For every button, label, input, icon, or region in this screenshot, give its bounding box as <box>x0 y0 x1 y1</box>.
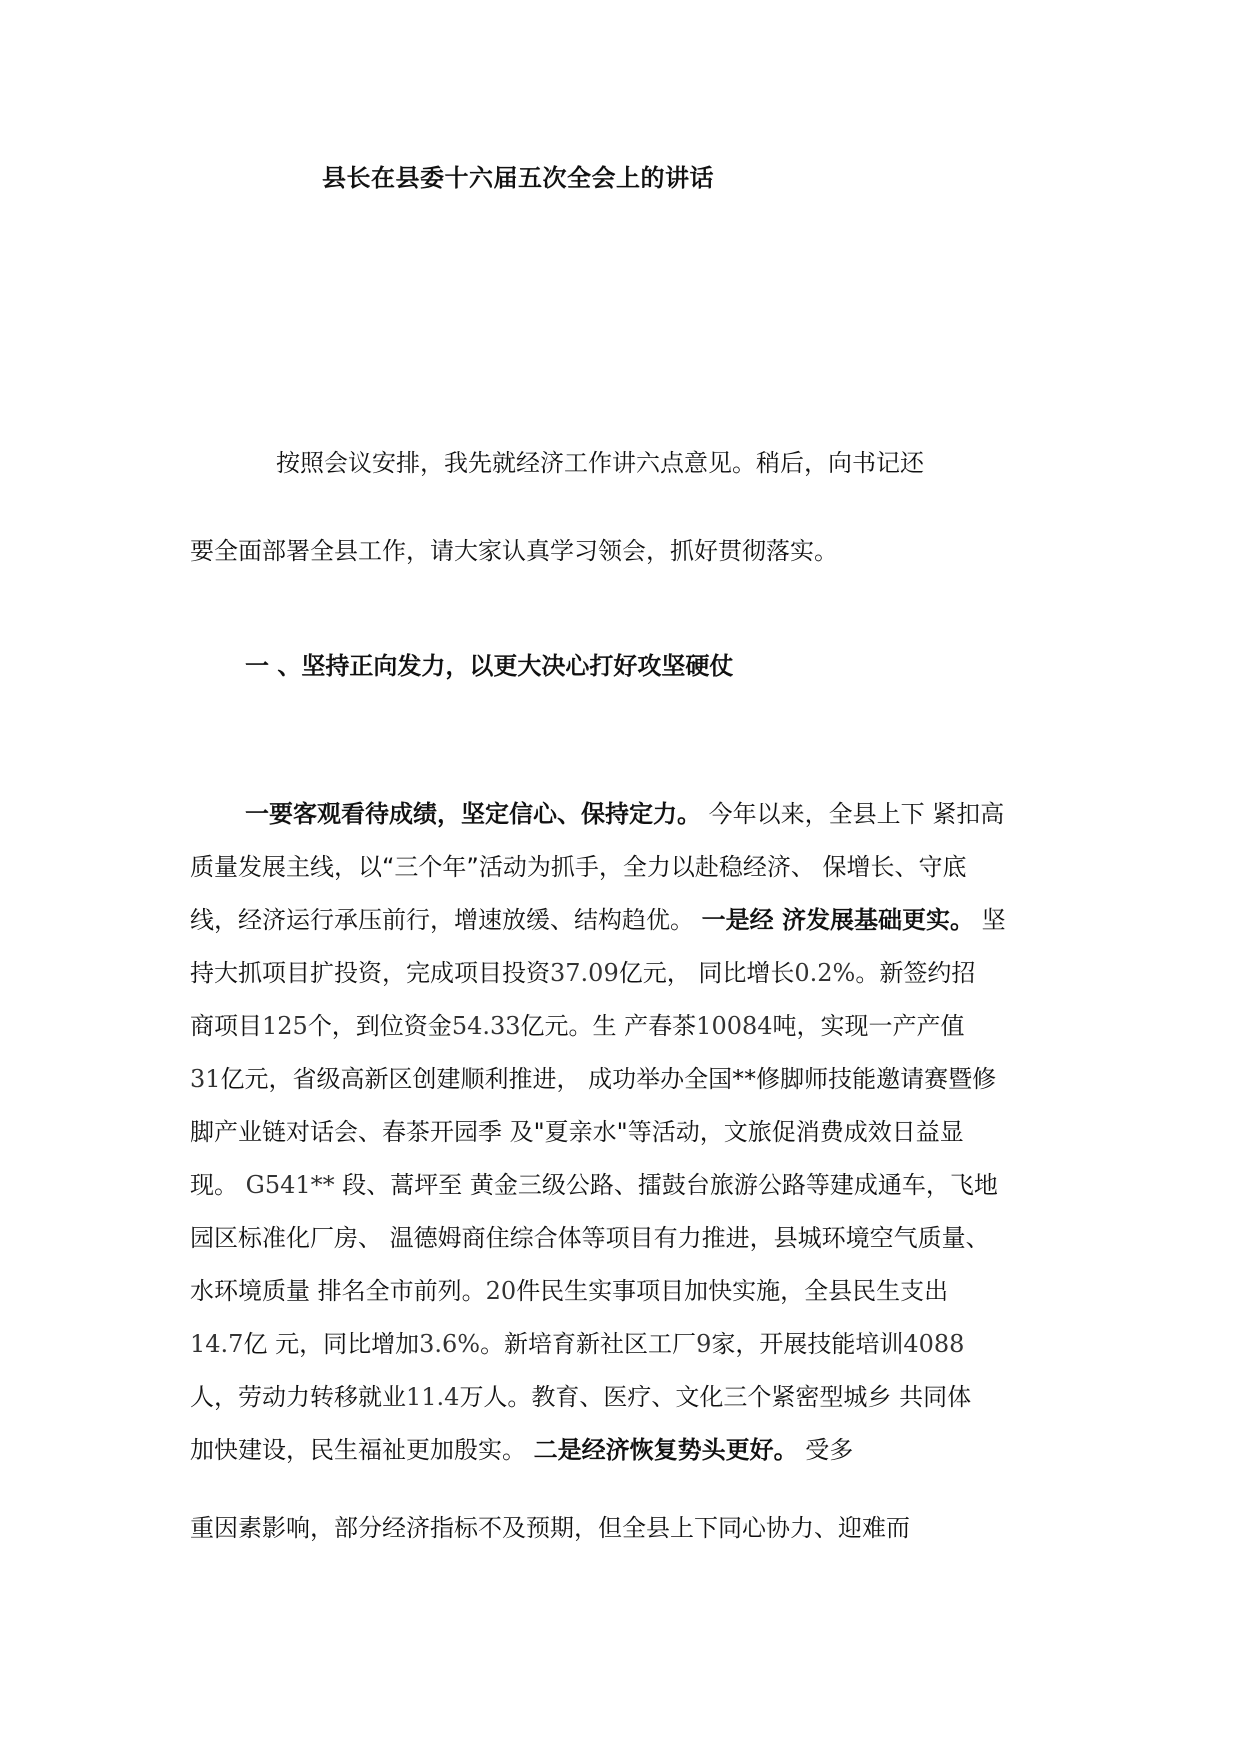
body-text: 万人。教育、医疗、文化三个紧密型城乡 共同体 <box>459 1383 972 1411</box>
paragraph-line <box>190 1275 948 1307</box>
section-heading-1: 一 、坚持正向发力，以更大决心打好攻坚硬仗 <box>245 652 734 680</box>
paragraph-line: 重因素影响，部分经济指标不及预期，但全县上下同心协力、迎难而 <box>190 1514 910 1542</box>
body-text: 线，经济运行承压前行，增速放缓、结构趋优。 <box>190 906 702 934</box>
number-text: 0.2% <box>794 959 856 987</box>
body-text: 加快建设，民生福祉更加殷实。 <box>190 1436 534 1464</box>
body-text: 段、蒿坪至 黄金三级公路、擂鼓台旅游公路等建成通车，飞地 <box>334 1171 998 1199</box>
body-text: 亿 元，同比增加 <box>243 1330 420 1358</box>
body-text: 水环境质量 排名全市前列。 <box>190 1277 486 1305</box>
paragraph-line: 园区标准化厂房、 温德姆商住综合体等项目有力推进，县城环境空气质量、 <box>190 1224 990 1252</box>
body-text: 亿元， 同比增长 <box>618 959 795 987</box>
paragraph-line <box>190 957 975 989</box>
number-text: 31 <box>190 1065 221 1093</box>
number-text: G541** <box>245 1171 335 1199</box>
number-text: 11.4 <box>406 1383 460 1411</box>
number-text: 54.33 <box>451 1012 521 1040</box>
number-text: 37.09 <box>550 959 619 987</box>
paragraph-line <box>245 798 1004 830</box>
body-text: 今年以来，全县上下 紧扣高 <box>701 800 1005 828</box>
body-text: 坚 <box>974 906 1006 934</box>
body-text: 件民生实事项目加快实施，全县民生支出 <box>516 1277 949 1305</box>
number-text: 4088 <box>903 1330 965 1358</box>
paragraph-line: 脚产业链对话会、春茶开园季 及"夏亲水"等活动，文旅促消费成效日益显 <box>190 1118 964 1146</box>
number-text: 20 <box>485 1277 517 1305</box>
bold-lead-text: 一是经 济发展基础更实。 <box>701 906 974 934</box>
paragraph-line <box>190 1328 964 1360</box>
body-text: 商项目 <box>190 1012 262 1040</box>
body-text: 亿元，省级高新区创建顺利推进， 成功举办全国**修脚师技能邀请赛暨修 <box>220 1065 997 1093</box>
body-text: 个，到位资金 <box>307 1012 452 1040</box>
body-text: 受多 <box>797 1436 854 1464</box>
paragraph-line <box>190 1381 971 1413</box>
paragraph-line <box>190 1063 996 1095</box>
intro-line-1: 按照会议安排，我先就经济工作讲六点意见。稍后，向书记还 <box>276 449 924 477</box>
number-text: 3.6% <box>419 1330 481 1358</box>
number-text: 14.7 <box>190 1330 244 1358</box>
body-text: 持大抓项目扩投资，完成项目投资 <box>190 959 550 987</box>
document-title: 县长在县委十六届五次全会上的讲话 <box>322 164 714 192</box>
body-text: 吨，实现一产产值 <box>772 1012 965 1040</box>
body-text: 现。 <box>190 1171 246 1199</box>
bold-lead-text: 二是经济恢复势头更好。 <box>533 1436 798 1464</box>
paragraph-line <box>190 904 1006 936</box>
paragraph-line <box>190 1434 853 1466</box>
bold-lead-text: 一要客观看待成绩，坚定信心、保持定力。 <box>245 800 701 828</box>
body-text: 。新签约招 <box>855 959 976 987</box>
number-text: 9 <box>696 1330 712 1358</box>
paragraph-line <box>190 1169 998 1201</box>
intro-line-2: 要全面部署全县工作，请大家认真学习领会，抓好贯彻落实。 <box>190 537 838 565</box>
number-text: 125 <box>262 1012 308 1040</box>
body-text: 亿元。生 产春茶 <box>520 1012 697 1040</box>
number-text: 10084 <box>696 1012 773 1040</box>
paragraph-line <box>190 1010 965 1042</box>
body-text: 人，劳动力转移就业 <box>190 1383 406 1411</box>
body-text: 。新培育新社区工厂 <box>480 1330 697 1358</box>
body-text: 家，开展技能培训 <box>711 1330 904 1358</box>
paragraph-line: 质量发展主线，以“三个年”活动为抓手，全力以赴稳经济、 保增长、守底 <box>190 853 967 881</box>
